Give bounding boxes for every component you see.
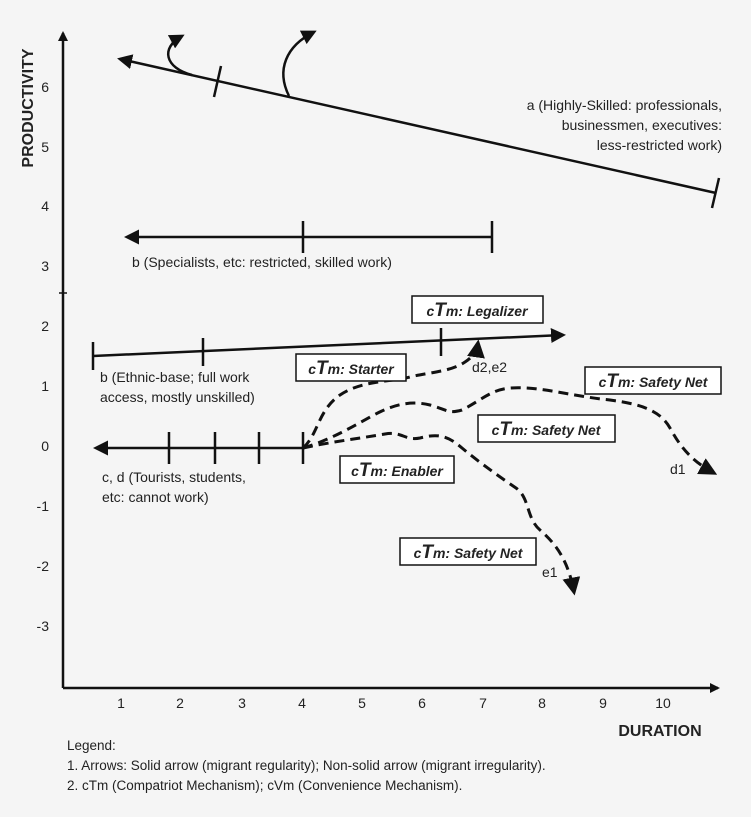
box-safety-net-mid xyxy=(478,415,615,442)
label-cd-line1: c, d (Tourists, students, xyxy=(102,469,246,485)
y-tick-label: 6 xyxy=(41,79,49,95)
label-b-ethnic-line2: access, mostly unskilled) xyxy=(100,389,255,405)
y-tick-label: 5 xyxy=(41,139,49,155)
x-tick-label: 5 xyxy=(358,695,366,711)
legend-item-2: 2. cTm (Compatriot Mechanism); cVm (Convenience Mechanism). xyxy=(67,778,463,793)
legend-title: Legend: xyxy=(67,738,116,753)
label-cd-line2: etc: cannot work) xyxy=(102,489,209,505)
x-tick-label: 3 xyxy=(238,695,246,711)
y-tick-label: 1 xyxy=(41,378,49,394)
svg-text:cTm: Legalizer: cTm: Legalizer xyxy=(426,300,528,321)
box-safety-net-e1 xyxy=(400,538,536,565)
svg-text:cTm: Starter: cTm: Starter xyxy=(308,358,394,379)
label-a-line1: a (Highly-Skilled: professionals, xyxy=(526,97,722,113)
label-b-specialists: b (Specialists, etc: restricted, skilled work) xyxy=(132,254,392,270)
y-tick-label: -1 xyxy=(36,498,49,514)
x-tick-label: 6 xyxy=(418,695,426,711)
legend-item-1: 1. Arrows: Solid arrow (migrant regularity); Non-solid arrow (migrant irregularity). xyxy=(67,758,546,773)
box-safety-net-d1 xyxy=(585,367,721,394)
line-a-curved-arrow-large xyxy=(283,32,314,96)
svg-text:cTm: Safety Net: cTm: Safety Net xyxy=(598,371,708,392)
x-tick-label: 7 xyxy=(479,695,487,711)
label-a-line2: businessmen, executives: xyxy=(561,117,722,133)
y-tick-label: 3 xyxy=(41,258,49,274)
svg-text:cTm: Enabler: cTm: Enabler xyxy=(351,460,443,481)
box-legalizer xyxy=(412,296,543,323)
line-b-ethnic-arrow xyxy=(93,335,563,356)
x-tick-label: 2 xyxy=(176,695,184,711)
x-tick-label: 9 xyxy=(599,695,607,711)
x-tick-label: 4 xyxy=(298,695,306,711)
svg-text:cTm: Safety Net: cTm: Safety Net xyxy=(413,542,523,563)
label-b-ethnic-line1: b (Ethnic-base; full work xyxy=(100,369,250,385)
x-tick-label: 10 xyxy=(655,695,671,711)
box-enabler xyxy=(340,456,454,483)
y-tick-label: -3 xyxy=(36,618,49,634)
y-tick-label: 4 xyxy=(41,198,49,214)
box-starter xyxy=(296,354,406,381)
y-tick-label: 0 xyxy=(41,438,49,454)
x-axis-title: DURATION xyxy=(618,723,702,740)
label-e1: e1 xyxy=(542,564,558,580)
x-tick-label: 1 xyxy=(117,695,125,711)
x-tick-label: 8 xyxy=(538,695,546,711)
line-a-curved-arrow-small xyxy=(168,36,192,75)
label-d1: d1 xyxy=(670,461,686,477)
label-d2e2: d2,e2 xyxy=(472,359,508,375)
y-tick-label: 2 xyxy=(41,318,49,334)
svg-text:cTm: Safety Net: cTm: Safety Net xyxy=(491,419,601,440)
y-axis-title: PRODUCTIVITY xyxy=(20,48,37,168)
y-tick-label: -2 xyxy=(36,558,49,574)
label-a-line3: less-restricted work) xyxy=(596,137,722,153)
